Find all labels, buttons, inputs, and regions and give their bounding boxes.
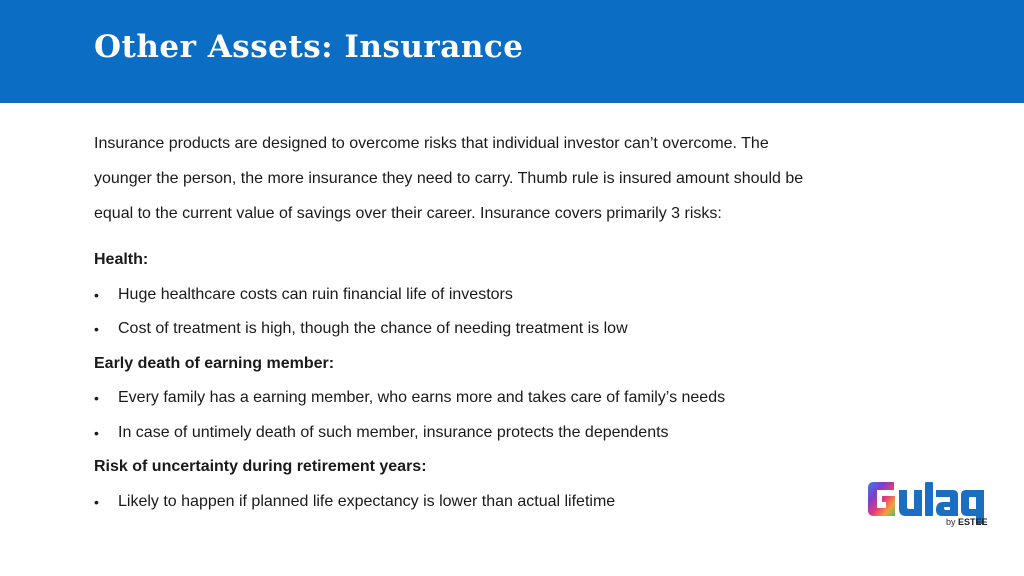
section-heading-early-death: Early death of earning member:	[94, 354, 335, 372]
section-heading-retirement: Risk of uncertainty during retirement years:	[94, 458, 427, 475]
logo-byline-brand: ESTEE	[958, 517, 988, 527]
intro-line: equal to the current value of savings over their career. Insurance covers primarily 3 risks:	[94, 205, 722, 222]
bullet-item	[94, 278, 934, 313]
bullet-text: Cost of treatment is high, though the chance of needing treatment is low	[118, 320, 628, 337]
gulaq-logo	[864, 478, 1000, 528]
section-heading-health: Health:	[94, 251, 149, 268]
bullet-icon: •	[94, 286, 99, 303]
bullet-item	[94, 416, 934, 451]
bullet-icon: •	[94, 493, 99, 510]
logo-byline-prefix: by	[946, 517, 956, 527]
bullet-item	[94, 485, 934, 520]
slide-title: Other Assets: Insurance	[94, 29, 524, 65]
bullet-text: In case of untimely death of such member, insurance protects the dependents	[118, 423, 669, 441]
intro-paragraph	[94, 126, 934, 231]
bullet-text: Likely to happen if planned life expectancy is lower than actual lifetime	[118, 492, 616, 510]
bullet-item	[94, 312, 934, 347]
intro-line: Insurance products are designed to overcome risks that individual investor can’t overcome. The	[94, 135, 769, 152]
bullet-item	[94, 381, 934, 416]
bullet-text: Every family has a earning member, who earns more and takes care of family’s needs	[118, 389, 726, 406]
slide-body	[94, 126, 934, 519]
bullet-text: Huge healthcare costs can ruin financial life of investors	[118, 285, 513, 303]
title-bar	[0, 0, 1024, 103]
bullet-icon: •	[94, 424, 99, 441]
intro-line: younger the person, the more insurance they need to carry. Thumb rule is insured amount should be	[94, 170, 804, 187]
gulaq-logo-icon	[864, 478, 1000, 528]
bullet-icon: •	[94, 321, 99, 337]
bullet-icon: •	[94, 390, 99, 406]
